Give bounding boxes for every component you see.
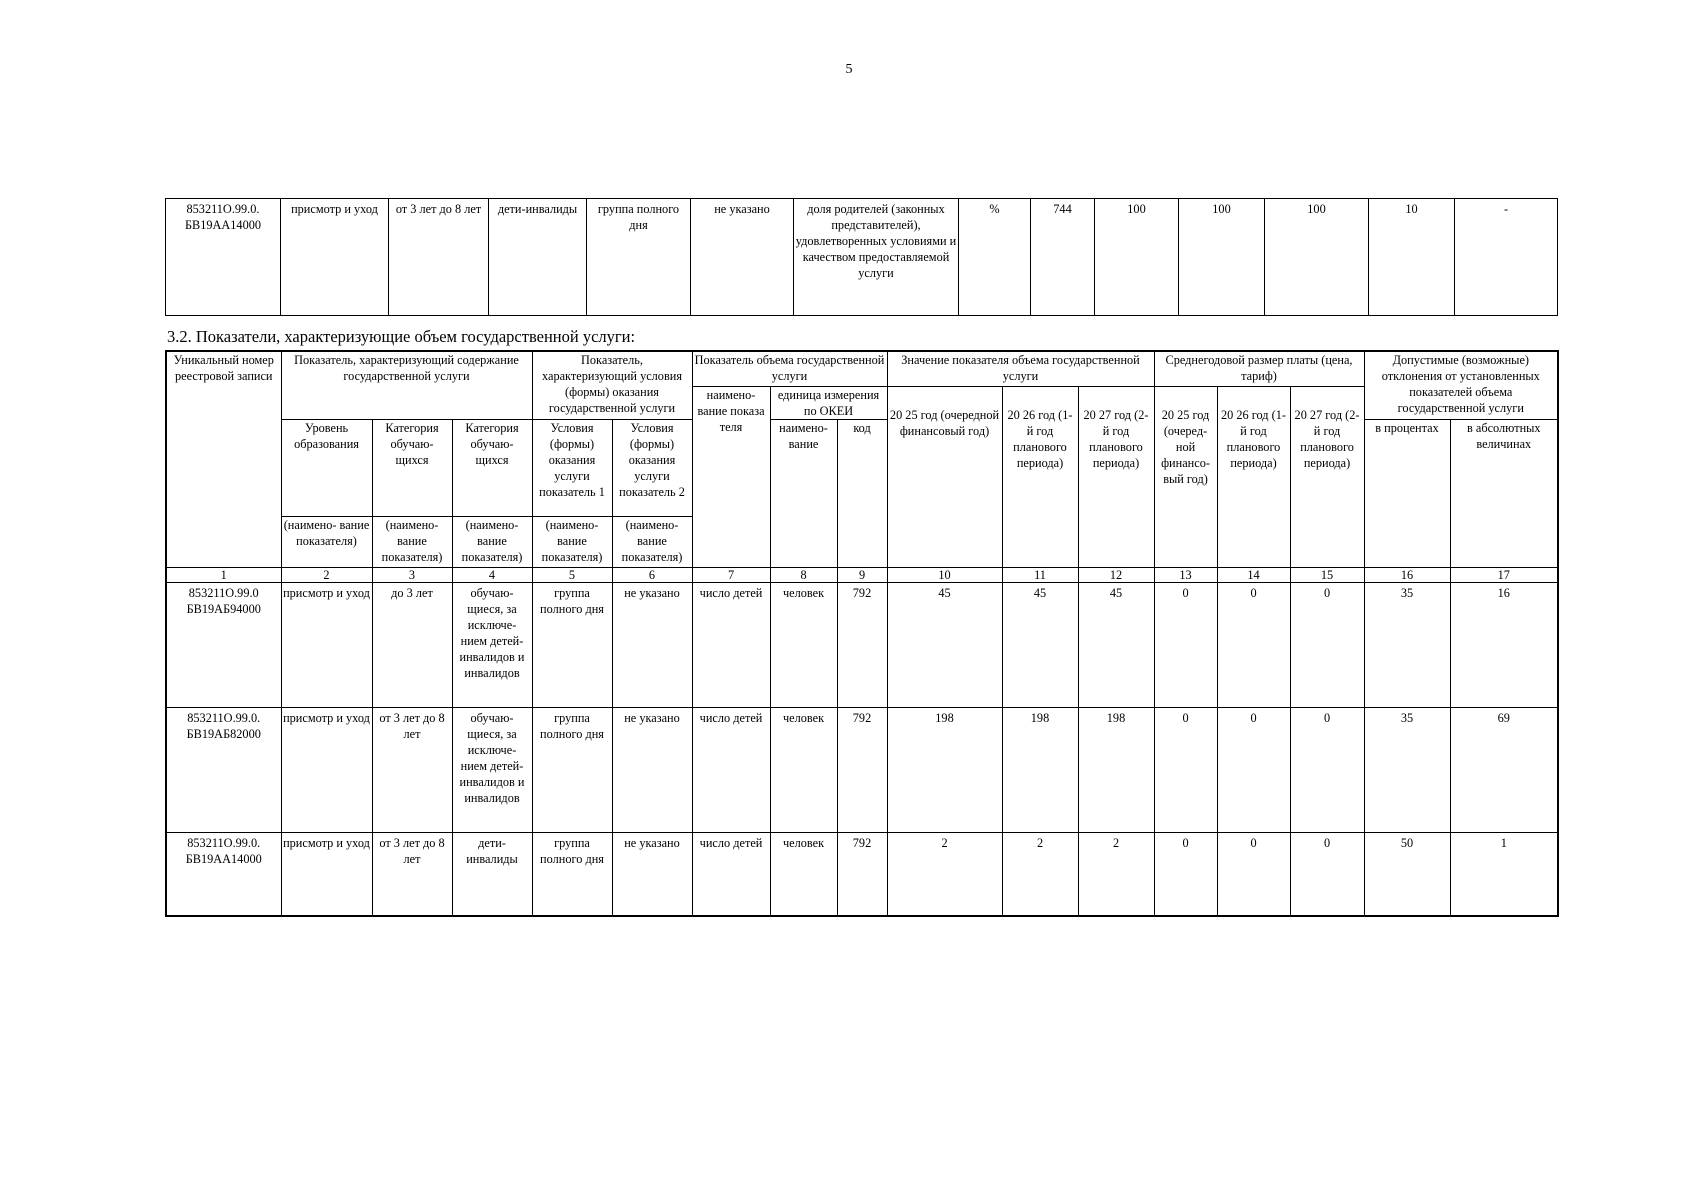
value-2025-cell: 45 — [887, 583, 1002, 708]
quality-indicator-table — [165, 198, 1558, 316]
okei-name-header: наимено- вание — [770, 420, 837, 568]
value-2027-cell: 45 — [1078, 583, 1154, 708]
value-group-header: Значение показателя объема государственной услуги — [887, 351, 1154, 387]
condition2-cell: не указано — [612, 833, 692, 917]
column-number: 11 — [1002, 568, 1078, 583]
condition1-header: Условия (формы) оказания услуги показатель 1 — [532, 420, 612, 517]
condition1-cell: группа полного дня — [587, 199, 691, 316]
name-note: (наимено- вание показателя) — [452, 517, 532, 568]
code-cell: 792 — [837, 583, 887, 708]
volume-group-header: Показатель объема государственной услуги — [692, 351, 887, 387]
fee-2027-cell: 0 — [1290, 708, 1364, 833]
deviation-abs-cell: - — [1455, 199, 1558, 316]
deviation-abs-header: в абсолютных величинах — [1450, 420, 1558, 568]
fee-2026-cell: 0 — [1217, 833, 1290, 917]
condition2-cell: не указано — [612, 708, 692, 833]
column-number: 6 — [612, 568, 692, 583]
unit-cell: человек — [770, 833, 837, 917]
fee-2025-cell: 0 — [1154, 583, 1217, 708]
category-cell: дети-инвалиды — [489, 199, 587, 316]
unit-cell: человек — [770, 583, 837, 708]
condition2-header: Условия (формы) оказания услуги показатель 2 — [612, 420, 692, 517]
table-row — [166, 833, 1558, 917]
volume-name-header: наимено- вание показа теля — [692, 387, 770, 568]
indicator-cell: число детей — [692, 583, 770, 708]
column-number: 8 — [770, 568, 837, 583]
deviation-percent-cell: 50 — [1364, 833, 1450, 917]
category-cell: обучаю- щиеся, за исключе- нием детей- инвалидов и инвалидов — [452, 583, 532, 708]
condition2-cell: не указано — [612, 583, 692, 708]
okei-header: единица измерения по ОКЕИ — [770, 387, 887, 420]
column-number: 2 — [281, 568, 372, 583]
deviation-percent-cell: 10 — [1369, 199, 1455, 316]
value-2026-cell: 198 — [1002, 708, 1078, 833]
column-number: 12 — [1078, 568, 1154, 583]
value-2026-cell: 2 — [1002, 833, 1078, 917]
content-cell: присмотр и уход — [281, 833, 372, 917]
registry-header: Уникальный номер реестровой записи — [166, 351, 281, 568]
value-2027-cell: 2 — [1078, 833, 1154, 917]
fee-2025-cell: 0 — [1154, 708, 1217, 833]
volume-indicator-table — [165, 350, 1559, 917]
code-cell: 792 — [837, 833, 887, 917]
section-title: 3.2. Показатели, характеризующие объем государственной услуги: — [167, 327, 636, 346]
level-header: Уровень образования — [281, 420, 372, 517]
name-note: (наимено- вание показателя) — [372, 517, 452, 568]
fee-2027-cell: 0 — [1290, 583, 1364, 708]
table-row — [166, 708, 1558, 833]
table-row — [166, 583, 1558, 708]
registry-cell: 853211О.99.0. БВ19АА14000 — [166, 833, 281, 917]
age-cell: от 3 лет до 8 лет — [372, 708, 452, 833]
content-cell: присмотр и уход — [281, 199, 389, 316]
condition-group-header: Показатель, характеризующий условия (формы) оказания государственной услуги — [532, 351, 692, 420]
category-cell: дети- инвалиды — [452, 833, 532, 917]
age-cell: до 3 лет — [372, 583, 452, 708]
deviation-abs-cell: 1 — [1450, 833, 1558, 917]
fee-2026-header: 20 26 год (1-й год планового периода) — [1217, 387, 1290, 568]
value-2026-cell: 45 — [1002, 583, 1078, 708]
condition1-cell: группа полного дня — [532, 708, 612, 833]
deviation-percent-cell: 35 — [1364, 708, 1450, 833]
page-number: 5 — [845, 62, 853, 77]
fee-group-header: Среднегодовой размер платы (цена, тариф) — [1154, 351, 1364, 387]
column-number: 14 — [1217, 568, 1290, 583]
column-number: 17 — [1450, 568, 1558, 583]
category-cell: обучаю- щиеся, за исключе- нием детей- инвалидов и инвалидов — [452, 708, 532, 833]
okei-code-header: код — [837, 420, 887, 568]
header-row — [166, 351, 1558, 387]
registry-cell: 853211О.99.0 БВ19АБ94000 — [166, 583, 281, 708]
value-2025-header: 20 25 год (очередной финансовый год) — [887, 387, 1002, 568]
value-2027-cell: 198 — [1078, 708, 1154, 833]
registry-cell: 853211О.99.0. БВ19АА14000 — [166, 199, 281, 316]
content-group-header: Показатель, характеризующий содержание государственной услуги — [281, 351, 532, 420]
column-number: 9 — [837, 568, 887, 583]
fee-2027-cell: 0 — [1290, 833, 1364, 917]
unit-cell: % — [959, 199, 1031, 316]
name-note: (наимено- вание показателя) — [532, 517, 612, 568]
deviation-abs-cell: 69 — [1450, 708, 1558, 833]
column-number: 4 — [452, 568, 532, 583]
deviation-group-header: Допустимые (возможные) отклонения от установленных показателей объема государственной услуги — [1364, 351, 1558, 420]
content-cell: присмотр и уход — [281, 708, 372, 833]
fee-2026-cell: 0 — [1217, 583, 1290, 708]
deviation-percent-header: в процентах — [1364, 420, 1450, 568]
value-2025-cell: 100 — [1095, 199, 1179, 316]
column-number: 16 — [1364, 568, 1450, 583]
unit-cell: человек — [770, 708, 837, 833]
code-cell: 792 — [837, 708, 887, 833]
category2-header: Категория обучаю- щихся — [452, 420, 532, 517]
indicator-cell: число детей — [692, 708, 770, 833]
deviation-percent-cell: 35 — [1364, 583, 1450, 708]
column-number: 10 — [887, 568, 1002, 583]
condition2-cell: не указано — [691, 199, 794, 316]
age-cell: от 3 лет до 8 лет — [372, 833, 452, 917]
value-2026-header: 20 26 год (1-й год планового периода) — [1002, 387, 1078, 568]
column-number: 5 — [532, 568, 612, 583]
condition1-cell: группа полного дня — [532, 583, 612, 708]
table-row — [166, 199, 1558, 316]
value-2027-header: 20 27 год (2-й год планового периода) — [1078, 387, 1154, 568]
name-note: (наимено- вание показателя) — [612, 517, 692, 568]
category1-header: Категория обучаю- щихся — [372, 420, 452, 517]
content-cell: присмотр и уход — [281, 583, 372, 708]
column-number: 7 — [692, 568, 770, 583]
value-2025-cell: 2 — [887, 833, 1002, 917]
fee-2025-header: 20 25 год (очеред- ной финансо- вый год) — [1154, 387, 1217, 568]
condition1-cell: группа полного дня — [532, 833, 612, 917]
column-number-row — [166, 568, 1558, 583]
indicator-cell: доля родителей (законных представителей), удовлетворенных условиями и качеством предоставляемой услуги — [794, 199, 959, 316]
value-2026-cell: 100 — [1179, 199, 1265, 316]
code-cell: 744 — [1031, 199, 1095, 316]
column-number: 15 — [1290, 568, 1364, 583]
fee-2026-cell: 0 — [1217, 708, 1290, 833]
name-note: (наимено- вание показателя) — [281, 517, 372, 568]
registry-cell: 853211О.99.0. БВ19АБ82000 — [166, 708, 281, 833]
deviation-abs-cell: 16 — [1450, 583, 1558, 708]
value-2025-cell: 198 — [887, 708, 1002, 833]
fee-2027-header: 20 27 год (2-й год планового периода) — [1290, 387, 1364, 568]
value-2027-cell: 100 — [1265, 199, 1369, 316]
age-cell: от 3 лет до 8 лет — [389, 199, 489, 316]
column-number: 13 — [1154, 568, 1217, 583]
column-number: 3 — [372, 568, 452, 583]
indicator-cell: число детей — [692, 833, 770, 917]
column-number: 1 — [166, 568, 281, 583]
fee-2025-cell: 0 — [1154, 833, 1217, 917]
